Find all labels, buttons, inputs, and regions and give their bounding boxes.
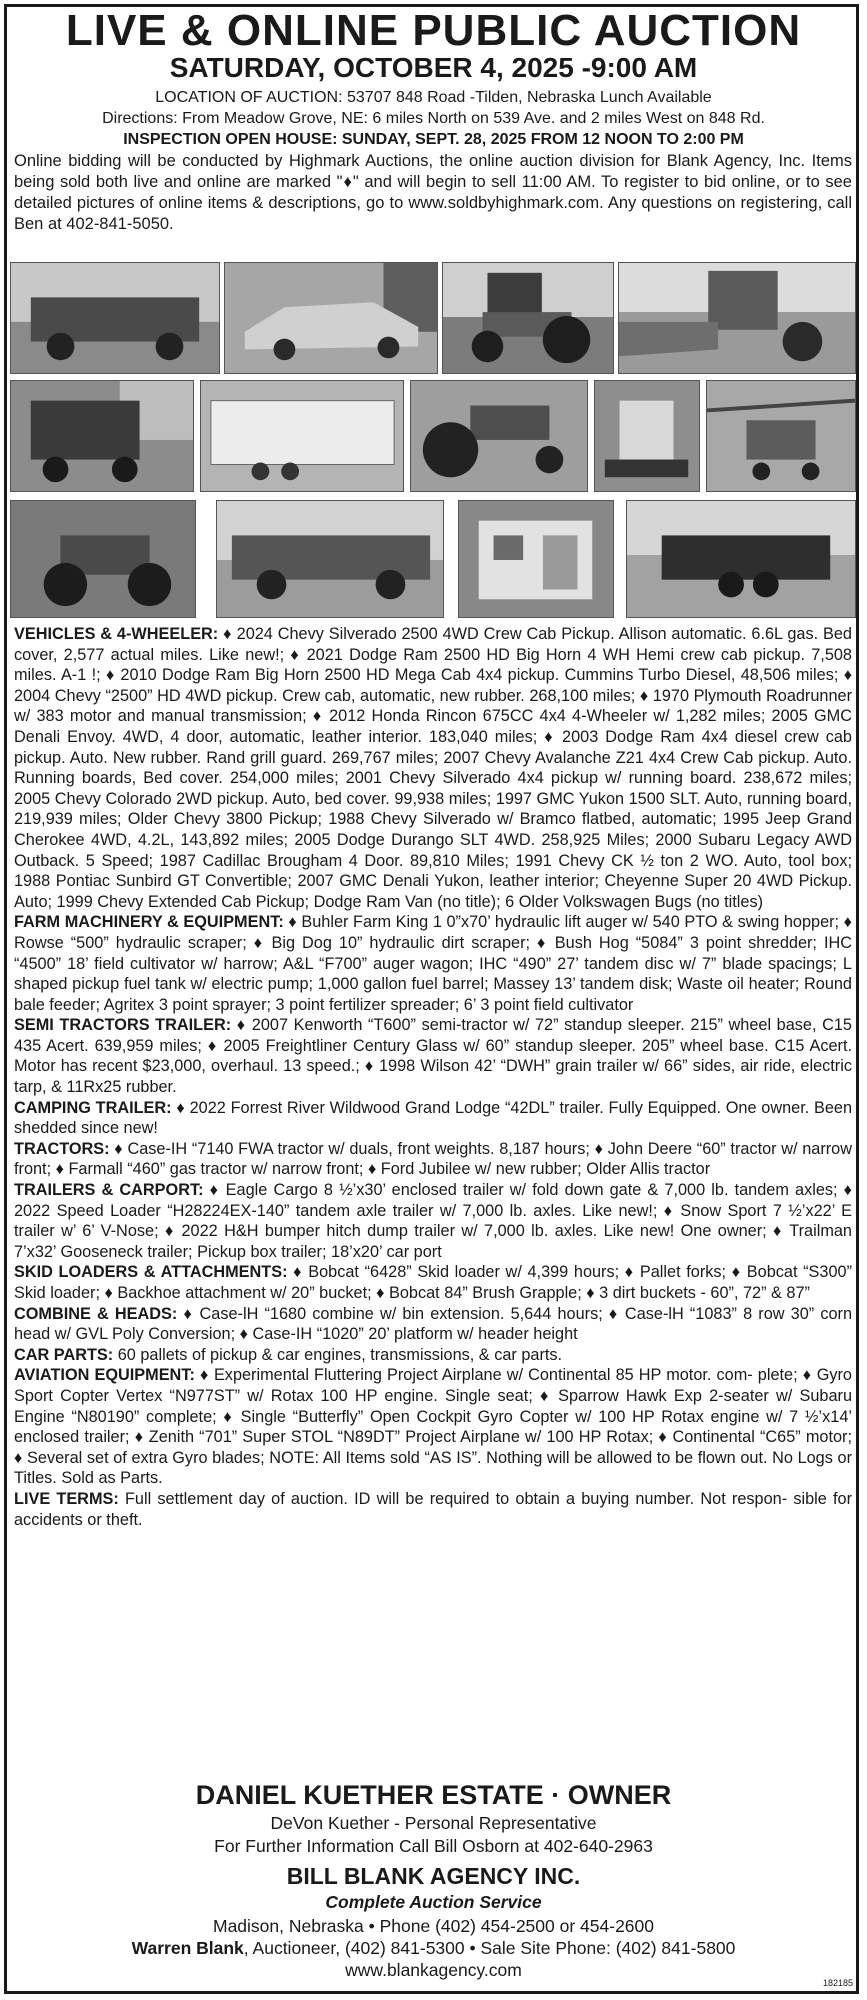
auction-title: LIVE & ONLINE PUBLIC AUCTION bbox=[65, 6, 802, 55]
agency-tagline: Complete Auction Service bbox=[325, 1892, 542, 1912]
section-trailers-carport: TRAILERS & CARPORT: ♦ Eagle Cargo 8 ½’x30’ enclosed trailer w/ fold down gate & 7,000 lb. tandem axles; ♦ 2022 Speed Loader “H28224EX-140” tandem axle trailer w/ 7,000 lb. axles. Like new!; ♦ Snow Sport 7 ½’x22’ E trailer w’ 6’ V-Nose; ♦ 2022 H&H bumper hitch dump trailer w/ 7,000 lb. axles. Like new! One owner; ♦ Trailman 7’x32’ Gooseneck trailer; Pickup box trailer; 18’x20’ car port bbox=[14, 1181, 852, 1261]
section-skid-loaders: SKID LOADERS & ATTACHMENTS: ♦ Bobcat “6428” Skid loader w/ 4,399 hours; ♦ Pallet forks; ♦ Bobcat “S300” Skid loader; ♦ Backhoe attachment w/ 20” bucket; ♦ Bobcat 84” Brush Grapple; ♦ 3 dirt buckets - 60”, 72” & 87” bbox=[14, 1263, 853, 1302]
photo-atv bbox=[10, 500, 196, 618]
photo-enclosed-trailer bbox=[200, 380, 404, 492]
photo-skid-loader bbox=[594, 380, 700, 492]
online-bidding-info: Online bidding will be conducted by Highmark Auctions, the online auction division for Blank Agency, Inc. Items being sold both live and online are marked "♦" and will begin to sell 11:00 AM. To register to bid online, or to see detailed pictures of online items & descriptions, go to www.soldbyhighmark.com. Any questions on registering, call Ben at 402-841-5050. bbox=[14, 152, 852, 233]
photo-tractor bbox=[442, 262, 614, 374]
photo-gyro-copter bbox=[706, 380, 856, 492]
photo-chevy-pickup bbox=[216, 500, 444, 618]
section-live-terms: LIVE TERMS: Full settlement day of auction. ID will be required to obtain a buying number. Not respon- sible for accidents or theft. bbox=[14, 1489, 852, 1529]
photo-classic-car bbox=[224, 262, 438, 374]
photo-farmall-tractor bbox=[410, 380, 588, 492]
auction-location: LOCATION OF AUCTION: 53707 848 Road -Tilden, Nebraska Lunch Available bbox=[155, 89, 712, 106]
further-information: For Further Information Call Bill Osborn at 402-640-2963 bbox=[214, 1836, 653, 1856]
agency-name: BILL BLANK AGENCY INC. bbox=[286, 1863, 581, 1889]
ad-code: 182185 bbox=[822, 1978, 853, 1988]
section-semi-tractors: SEMI TRACTORS TRAILER: ♦ 2007 Kenworth “T600” semi-tractor w/ 72” standup sleeper. 215” wheel base, C15 435 Acert. 639,959 miles; ♦ 2005 Freightliner Century Glass w/ 60” standup sleeper. 205” wheel base. C15 Acert. Motor has recent $23,000, overhaul. 13 speed.; ♦ 1998 Wilson 42’ “DWH” grain trailer w/ 66” sides, air ride, electric tarp, & 11Rx25 rubber. bbox=[14, 1016, 852, 1097]
photo-pickup-truck bbox=[10, 262, 220, 374]
section-tractors: TRACTORS: ♦ Case-IH “7140 FWA tractor w/ duals, front weights. 8,187 hours; ♦ John Deere “60” tractor w/ narrow front; ♦ Farmall “460” gas tractor w/ narrow front; ♦ Ford Jubilee w/ new rubber; Older Allis tractor bbox=[14, 1139, 852, 1179]
auctioneer-line: Warren Blank, Auctioneer, (402) 841-5300 • Sale Site Phone: (402) 841-5800 bbox=[131, 1938, 736, 1958]
auction-date: SATURDAY, OCTOBER 4, 2025 -9:00 AM bbox=[169, 52, 698, 83]
section-farm-machinery: FARM MACHINERY & EQUIPMENT: ♦ Buhler Farm King 1 0”x70’ hydraulic lift auger w/ 540 PTO & swing hopper; ♦ Rowse “500” hydraulic scraper; ♦ Big Dog 10” hydraulic dirt scraper; ♦ Bush Hog “5084” 3 point shredder; IHC “4500” 18’ field cultivator w/ harrow; A&L “F700” auger wagon; IHC “490” 27’ tandem disc w/ 7” blade spacings; L shaped pickup fuel tank w/ electric pump; 1,000 gallon fuel barrel; Massey 13’ tandem disk; Waste oil heater; Round bale feeder; Agritex 3 point sprayer; 3 point fertilizer spreader; 6’ 3 point field cultivator bbox=[14, 913, 852, 1014]
auction-directions: Directions: From Meadow Grove, NE: 6 miles North on 539 Ave. and 2 miles West on 848 Rd. bbox=[102, 110, 765, 127]
agency-address: Madison, Nebraska • Phone (402) 454-2500 or 454-2600 bbox=[213, 1916, 654, 1936]
photo-combine bbox=[618, 262, 856, 374]
section-combine-heads: COMBINE & HEADS: ♦ Case-lH “1680 combine w/ bin extension. 5,644 hours; ♦ Case-lH “1083” 8 row 30” corn head w/ GVL Poly Conversion; ♦ Case-IH “1020” 20’ platform w/ header height bbox=[14, 1304, 852, 1344]
photo-semi-tractor bbox=[10, 380, 194, 492]
photo-dump-trailer bbox=[626, 500, 856, 618]
estate-owner: DANIEL KUETHER ESTATE · OWNER bbox=[195, 1780, 672, 1810]
section-vehicles: VEHICLES & 4-WHEELER: ♦ 2024 Chevy Silverado 2500 4WD Crew Cab Pickup. Allison automatic. 6.6L gas. Bed cover, 2,577 actual miles. Like new!; ♦ 2021 Dodge Ram 2500 HD Big Horn 4 WH Hemi crew cab pickup. 7,508 miles. A-1 !; ♦ 2010 Dodge Ram Big Horn 2500 HD Mega Cab 4x4 pickup. Cummins Turbo Diesel, 48,506 miles; ♦ 2004 Chevy “2500” HD 4WD pickup. Crew cab, automatic, new rubber. 268,100 miles; ♦ 1970 Plymouth Roadrunner w/ 383 motor and manual transmission; ♦ 2012 Honda Rincon 675CC 4x4 4-Wheeler w/ 1,282 miles; 2005 GMC Denali Envoy. 4WD, 4 door, automatic, leather interior. 183,040 miles; ♦ 2003 Dodge Ram 4x4 diesel crew cab pickup. Auto. New rubber. Rand grill guard. 269,767 miles; 2007 Chevy Avalanche Z21 4x4 Crew Cab pickup. Auto. Running boards, Bed cover. 254,000 miles; 2001 Chevy Silverado 4x4 pickup w/ running board. 238,672 miles; 2005 Chevy Colorado 2WD pickup. Auto, bed cover. 99,938 miles; 1997 GMC Yukon 1500 SLT. Auto, running board, 219,939 miles; Older Chevy 3800 Pickup; 1988 Chevy Silverado w/ Bramco flatbed, automatic; 1995 Jeep Grand Cherokee 4WD, 4.2L, 143,892 miles; 2005 Dodge Durango SLT 4WD. 258,925 Miles; 2000 Subaru Legacy AWD Outback. 5 Speed; 1987 Cadillac Brougham 4 Door. 89,810 Miles; 1991 Chevy CK ½ ton 2 WO. Auto, tool box; 1988 Pontiac Sunbird GT Convertible; 2007 GMC Denali Yukon, leather interior; Cheyenne Super 20 4WD Pickup. Auto; 1999 Chevy Extended Cab Pickup; Dodge Ram Van (no title); 6 Older Volkswagen Bugs (no titles) bbox=[14, 625, 852, 911]
personal-representative: DeVon Kuether - Personal Representative bbox=[270, 1813, 597, 1833]
listing-body bbox=[14, 624, 852, 1530]
section-camping-trailer: CAMPING TRAILER: ♦ 2022 Forrest River Wildwood Grand Lodge “42DL” trailer. Fully Equipped. One owner. Been shedded since new! bbox=[14, 1098, 853, 1138]
section-aviation: AVIATION EQUIPMENT: ♦ Experimental Fluttering Project Airplane w/ Continental 85 HP motor. com- plete; ♦ Gyro Sport Copter Vertex “N977ST” w/ Rotax 100 HP engine. Single seat; ♦ Sparrow Hawk Exp 2-seater w/ Subaru Engine “N80190” complete; ♦ Single “Butterfly” Open Cockpit Gyro Copter w/ 100 HP Rotax engine w/ 7 ½’x14’ enclosed trailer; ♦ Zenith “701” Super STOL “N89DT” Project Airplane w/ 100 HP Rotax; ♦ Continental “C65” motor; ♦ Several set of extra Gyro blades; NOTE: All Items sold “AS IS”. Nothing will be allowed to be flown out. No Logs or Titles. Sold as Parts. bbox=[14, 1366, 852, 1488]
section-car-parts: CAR PARTS: 60 pallets of pickup & car engines, transmissions, & car parts. bbox=[14, 1345, 563, 1364]
agency-website[interactable]: www.blankagency.com bbox=[345, 1960, 522, 1980]
inspection-open-house: INSPECTION OPEN HOUSE: SUNDAY, SEPT. 28, 2025 FROM 12 NOON TO 2:00 PM bbox=[123, 131, 744, 148]
photo-camper-trailer bbox=[458, 500, 614, 618]
